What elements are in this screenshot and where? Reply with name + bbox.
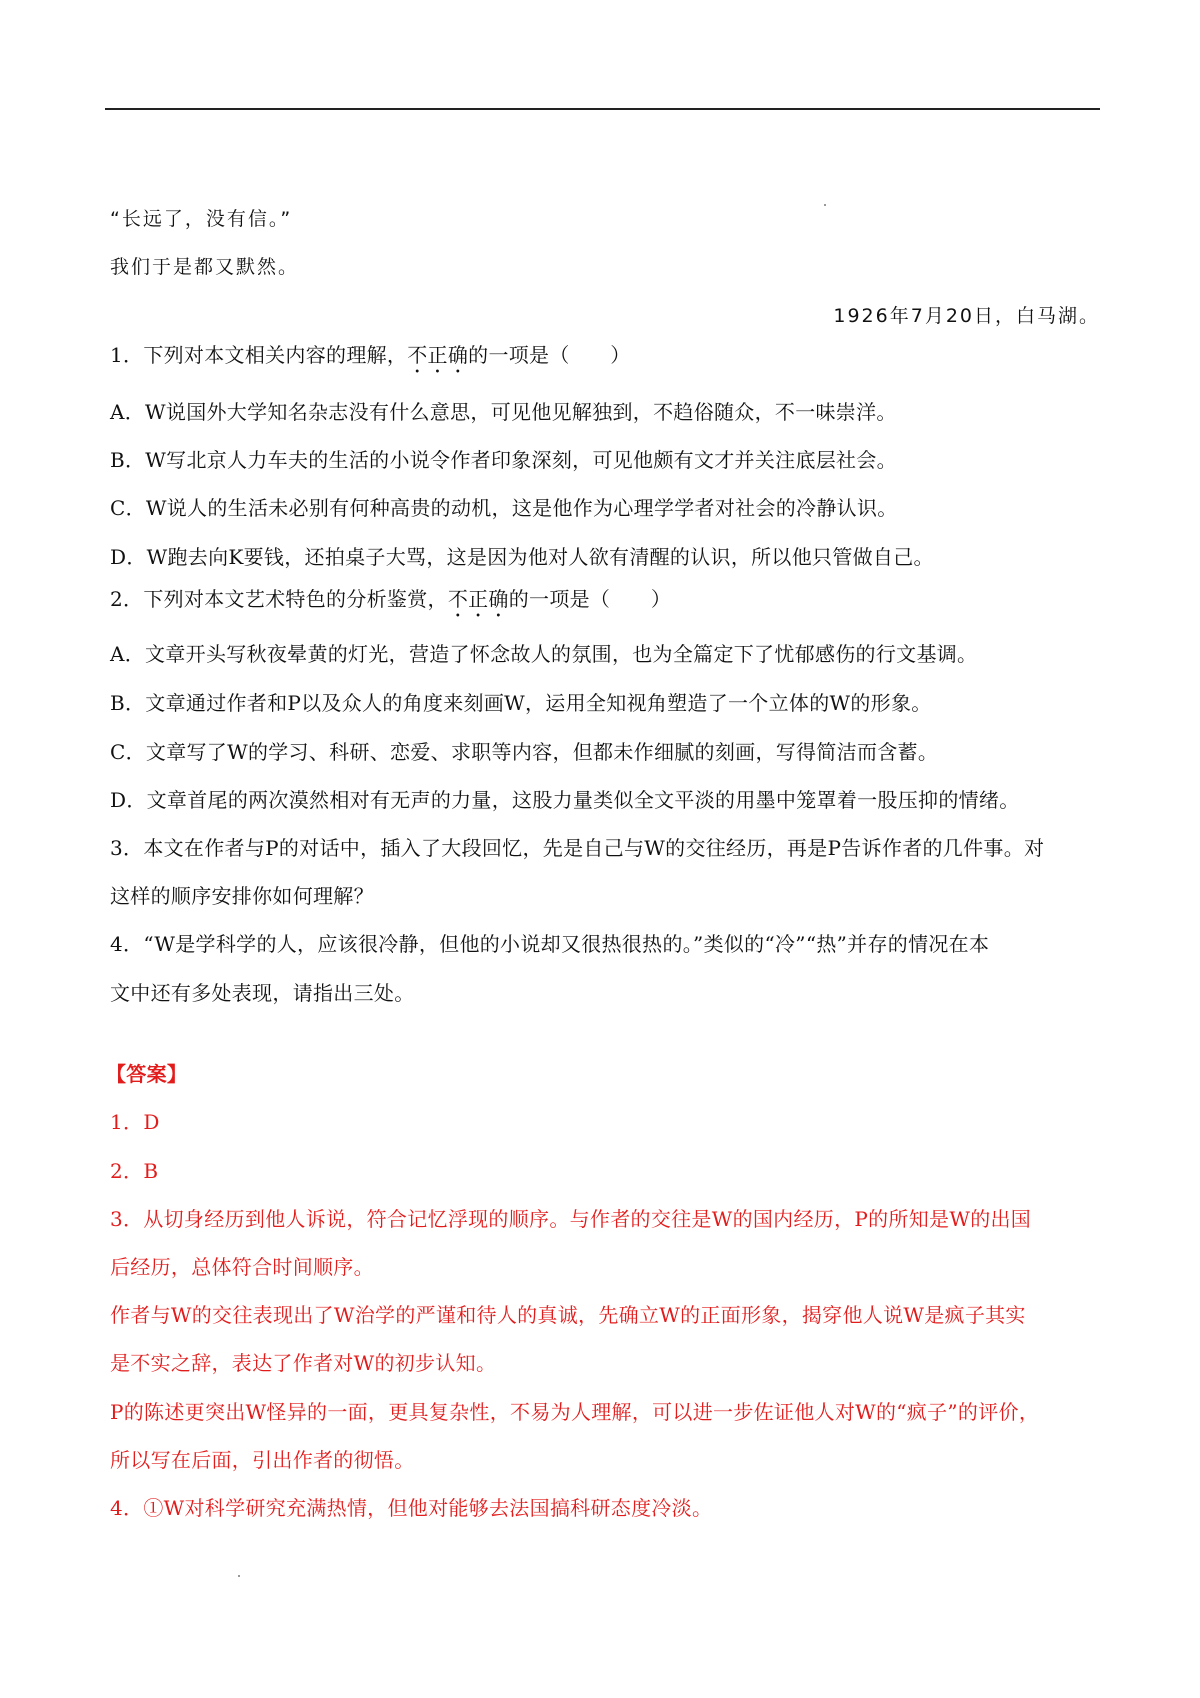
question-1-option-a: A．W说国外大学知名杂志没有什么意思，可见他见解独到，不趋俗随众，不一味崇洋。 <box>110 400 897 424</box>
question-2-option-a: A．文章开头写秋夜晕黄的灯光，营造了怀念故人的氛围，也为全篇定下了忧郁感伤的行文基调。 <box>110 642 978 666</box>
answer-3-line-2: 后经历，总体符合时间顺序。 <box>110 1255 374 1279</box>
header-rule <box>105 108 1100 110</box>
answer-3-line-5: P的陈述更突出W怪异的一面，更具复杂性，不易为人理解，可以进一步佐证他人对W的“疯子”的评价， <box>110 1400 1040 1424</box>
question-2-emphasis: 不正确 <box>447 587 509 611</box>
answer-3-line-3: 作者与W的交往表现出了W治学的严谨和待人的真诚，先确立W的正面形象，揭穿他人说W是疯子其实 <box>110 1303 1026 1327</box>
question-1-prefix: 1．下列对本文相关内容的理解， <box>110 343 408 367</box>
passage-line-2: 我们于是都又默然。 <box>110 256 300 278</box>
question-2-stem <box>110 585 671 622</box>
question-1-option-c: C．W说人的生活未必别有何种高贵的动机，这是他作为心理学学者对社会的冷静认识。 <box>110 496 898 520</box>
answer-heading: 【答案】 <box>106 1062 188 1086</box>
question-1-suffix: 的一项是（ ） <box>468 343 631 367</box>
question-1-emphasis: 不正确 <box>407 343 469 367</box>
question-3-line-2: 这样的顺序安排你如何理解？ <box>110 884 374 908</box>
answer-3-line-4: 是不实之辞，表达了作者对W的初步认知。 <box>110 1351 497 1375</box>
question-2-option-b: B．文章通过作者和P以及众人的角度来刻画W，运用全知视角塑造了一个立体的W的形象。 <box>110 691 932 715</box>
scan-speck <box>824 204 826 206</box>
answer-2: 2．B <box>110 1159 159 1183</box>
scan-speck <box>238 1575 240 1577</box>
question-4-line-1: 4．“W是学科学的人，应该很冷静，但他的小说却又很热很热的。”类似的“冷”“热”并存的情况在本 <box>110 932 990 956</box>
question-4-line-2: 文中还有多处表现，请指出三处。 <box>110 981 415 1005</box>
passage-line-1: “长远了，没有信。” <box>110 208 293 230</box>
answer-4-line-1: 4．①W对科学研究充满热情，但他对能够去法国搞科研态度冷淡。 <box>110 1496 713 1520</box>
answer-1: 1．D <box>110 1110 160 1134</box>
question-3-line-1: 3．本文在作者与P的对话中，插入了大段回忆，先是自己与W的交往经历，再是P告诉作者的几件事。对 <box>110 836 1045 860</box>
answer-3-line-6: 所以写在后面，引出作者的彻悟。 <box>110 1448 415 1472</box>
answer-3-line-1: 3．从切身经历到他人诉说，符合记忆浮现的顺序。与作者的交往是W的国内经历，P的所知是W的出国 <box>110 1207 1032 1231</box>
question-1-stem <box>110 341 631 378</box>
question-1-option-d: D．W跑去向K要钱，还拍桌子大骂，这是因为他对人欲有清醒的认识，所以他只管做自己。 <box>110 545 934 569</box>
question-2-option-d: D．文章首尾的两次漠然相对有无声的力量，这股力量类似全文平淡的用墨中笼罩着一股压抑的情绪。 <box>110 788 1020 812</box>
passage-date: 1926年7月20日，白马湖。 <box>833 305 1100 327</box>
question-1-option-b: B．W写北京人力车夫的生活的小说令作者印象深刻，可见他颇有文才并关注底层社会。 <box>110 448 897 472</box>
question-2-suffix: 的一项是（ ） <box>508 587 672 611</box>
question-2-option-c: C．文章写了W的学习、科研、恋爱、求职等内容，但都未作细腻的刻画，写得简洁而含蓄。 <box>110 740 939 764</box>
question-2-prefix: 2．下列对本文艺术特色的分析鉴赏， <box>110 587 448 611</box>
